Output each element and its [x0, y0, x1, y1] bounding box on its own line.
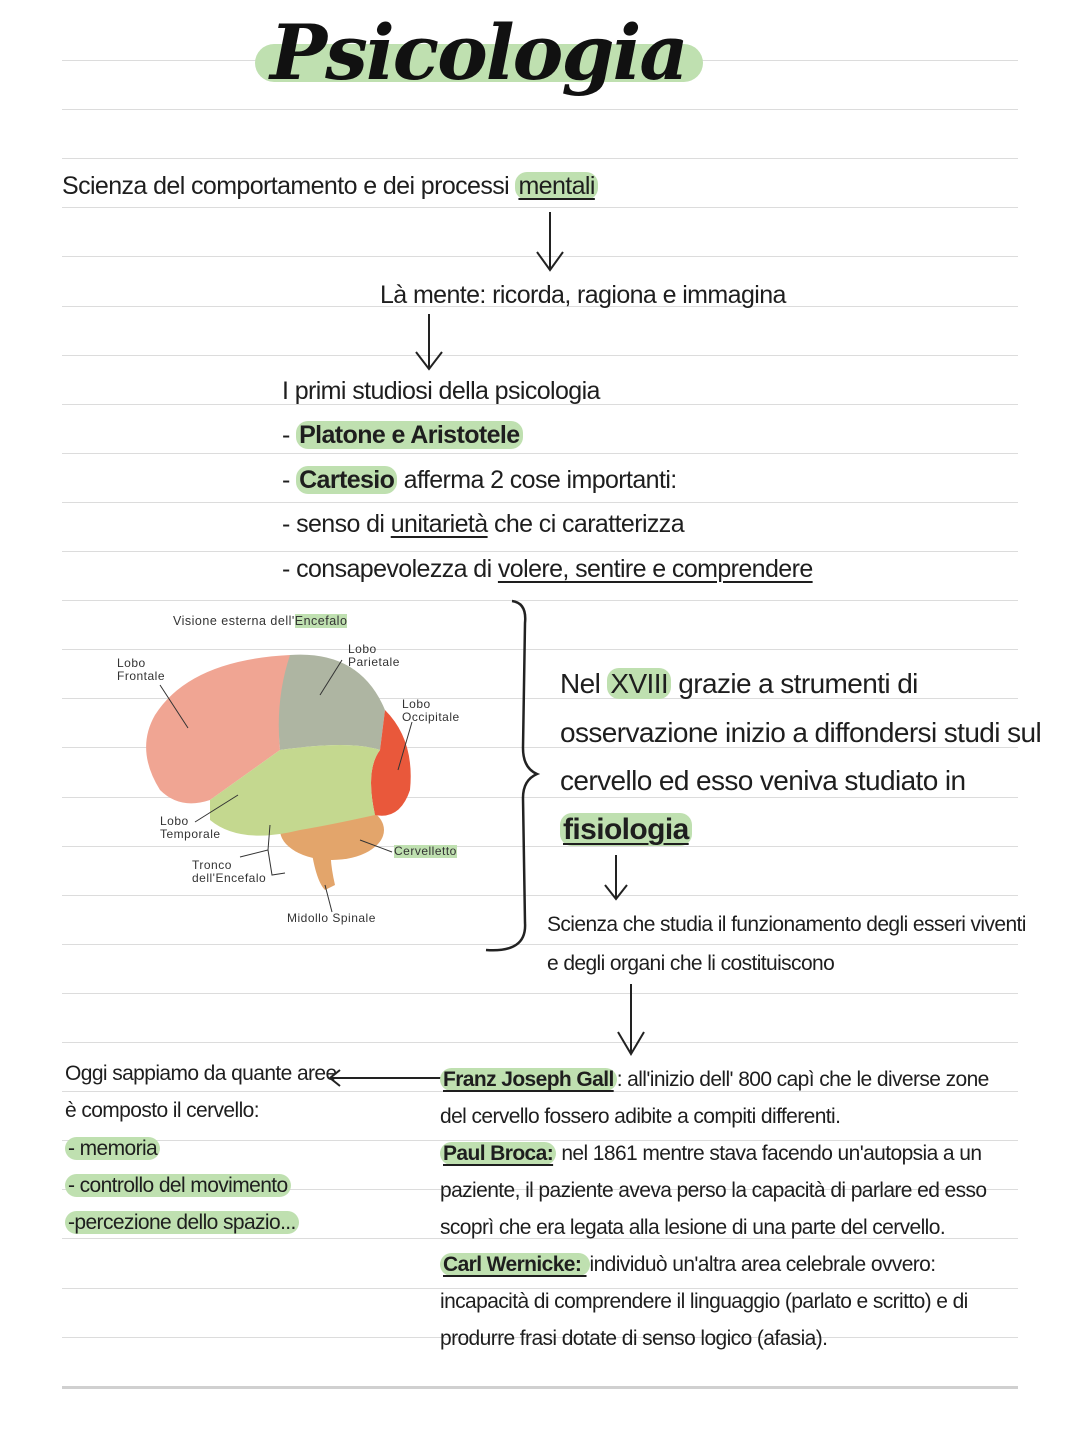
studiosi-platone [282, 421, 523, 450]
fisiologia-def-line-1: Scienza che studia il funzionamento degli esseri viventi [547, 913, 1026, 936]
broca-line-1 [440, 1142, 981, 1166]
ruled-line [62, 993, 1018, 994]
ruled-line [62, 355, 1018, 356]
xviii-line-2: osservazione inizio a diffondersi studi sul [560, 717, 1042, 748]
studiosi-consapevolezza [282, 555, 813, 584]
oggi-item-spazio [65, 1211, 299, 1235]
broca-text: nel 1861 mentre stava facendo un'autopsia a un [556, 1142, 982, 1165]
label-tronco [192, 859, 266, 885]
label-lobo-frontale [117, 657, 165, 683]
item-text: - controllo del movimento [65, 1174, 291, 1197]
gall-line-2: del cervello fossero adibite a compiti differenti. [440, 1105, 841, 1128]
label-text: Lobo Occipitale [402, 697, 460, 724]
dash: - [282, 421, 297, 449]
highlight-xviii: XVIII [607, 668, 671, 699]
wernicke-line-2: incapacità di comprendere il linguaggio (parlato e scritto) e di [440, 1290, 968, 1313]
broca-line-3: scoprì che era legata alla lesione di una parte del cervello. [440, 1216, 946, 1239]
ruled-line [62, 502, 1018, 503]
definition-text: Scienza del comportamento e dei processi [62, 172, 516, 200]
item-text: -percezione dello spazio... [65, 1211, 299, 1234]
ruled-line [62, 453, 1018, 454]
label-midollo: Midollo Spinale [287, 911, 376, 925]
wernicke-name: Carl Wernicke: [440, 1253, 590, 1276]
oggi-line-2: è composto il cervello: [65, 1099, 259, 1122]
consap-a: - consapevolezza di [282, 555, 498, 583]
ruled-line [62, 158, 1018, 159]
brain-figure-title [173, 615, 347, 628]
label-lobo-temporale [160, 815, 221, 841]
ruled-line [62, 1386, 1018, 1389]
brain-title-text: Visione esterna dell' [173, 614, 295, 628]
cartesio-text: afferma 2 cose importanti: [397, 466, 677, 494]
senso-underlined: unitarietà [390, 510, 488, 538]
ruled-line [62, 1042, 1018, 1043]
label-text: Tronco dell'Encefalo [192, 858, 267, 885]
studiosi-heading: I primi studiosi della psicologia [282, 377, 600, 405]
wernicke-line-1 [440, 1253, 935, 1277]
xviii-line-3: cervello ed esso veniva studiato in [560, 765, 966, 796]
fisiologia-def-line-2: e degli organi che li costituiscono [547, 952, 835, 975]
platone-aristotele: Platone e Aristotele [296, 421, 522, 449]
oggi-item-movimento [65, 1174, 291, 1198]
gall-name: Franz Joseph Gall [440, 1068, 617, 1091]
studiosi-senso [282, 510, 684, 539]
consap-underlined: volere, sentire e comprendere [497, 555, 813, 583]
ruled-line [62, 207, 1018, 208]
brain-illustration [100, 640, 480, 930]
label-cervelletto: Cervelletto [394, 844, 457, 858]
highlight-mentali: mentali [515, 172, 597, 200]
item-text: - memoria [65, 1137, 160, 1160]
oggi-line-1: Oggi sappiamo da quante aree [65, 1062, 337, 1085]
ruled-line [62, 551, 1018, 552]
dash: - [282, 466, 297, 494]
xviii-line-1 [560, 668, 918, 700]
gall-text: : all'inizio dell' 800 capì che le diverse zone [616, 1068, 989, 1091]
curly-brace-icon [485, 598, 545, 956]
arrow-down-icon [602, 855, 630, 903]
definition-line [62, 172, 598, 201]
label-lobo-parietale [348, 643, 400, 669]
broca-name: Paul Broca: [440, 1142, 556, 1165]
oggi-item-memoria [65, 1137, 160, 1161]
senso-b: che ci caratterizza [487, 510, 685, 538]
arrow-down-icon [615, 984, 647, 1058]
arrow-down-icon [535, 212, 565, 274]
wernicke-line-3: produrre frasi dotate di senso logico (afasia). [440, 1327, 828, 1350]
page-title: Psicologia [270, 8, 687, 97]
xviii-line-4 [560, 813, 692, 847]
senso-a: - senso di [282, 510, 391, 538]
mind-line: Là mente: ricorda, ragiona e immagina [380, 281, 786, 309]
arrow-left-icon [326, 1068, 444, 1088]
broca-line-2: paziente, il paziente aveva perso la capacità di parlare ed esso [440, 1179, 987, 1202]
arrow-down-icon [414, 314, 444, 372]
brain-title-highlight: Encefalo [294, 614, 348, 628]
gall-line-1 [440, 1068, 989, 1092]
label-text: Lobo Temporale [160, 814, 221, 841]
xviii-b: grazie a strumenti di [671, 668, 918, 699]
ruled-line [62, 109, 1018, 110]
label-text: Lobo Parietale [348, 642, 400, 669]
wernicke-text: individuò un'altra area celebrale ovvero: [589, 1253, 936, 1276]
label-text: Lobo Frontale [117, 656, 166, 683]
studiosi-cartesio [282, 466, 677, 495]
xviii-a: Nel [560, 668, 608, 699]
ruled-line [62, 1288, 1018, 1289]
label-lobo-occipitale [402, 698, 460, 724]
highlight-fisiologia: fisiologia [560, 813, 692, 846]
cartesio: Cartesio [296, 466, 397, 494]
